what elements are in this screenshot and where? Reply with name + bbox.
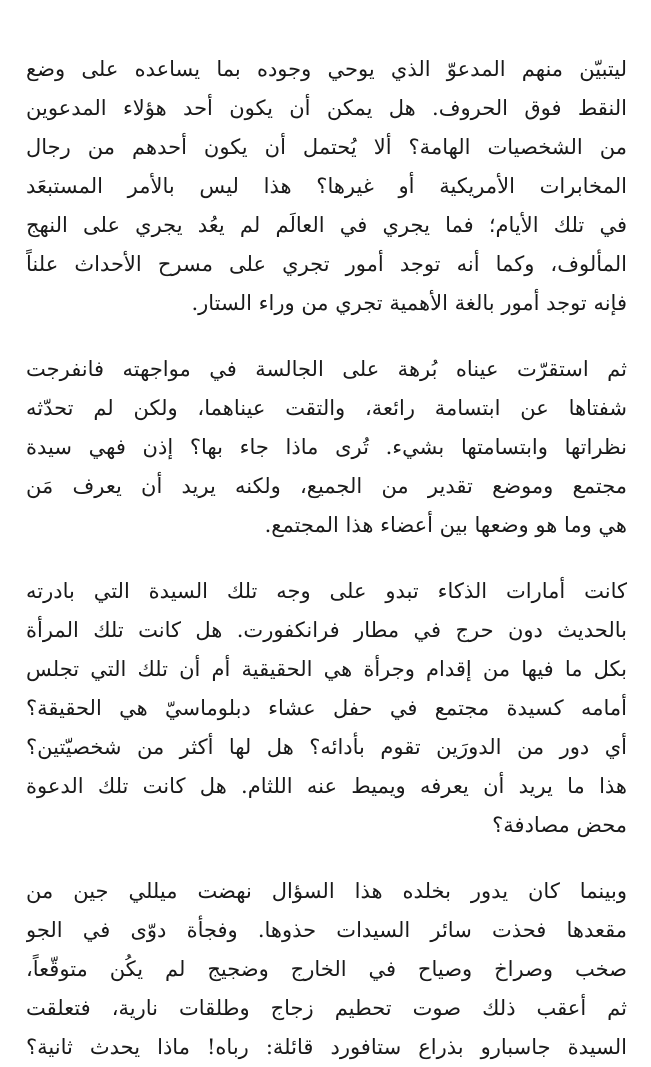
text-line: كانت أمارات الذكاء تبدو على وجه تلك السيدة التي بادرته [26, 579, 627, 603]
text-line: في تلك الأيام؛ فما يجري في العالَم لم يعُد يجري على النهج [26, 213, 627, 237]
text-line: هي وما هو وضعها بين أعضاء هذا المجتمع. [264, 513, 627, 537]
text-line: من الشخصيات الهامة؟ ألا يُحتمل أن يكون أحدهم من رجال [26, 135, 627, 159]
text-line: ليتبيّن منهم المدعوّ الذي يوحي وجوده بما يساعده على وضع [26, 57, 627, 81]
text-line: محض مصادفة؟ [492, 813, 627, 837]
paragraph-2 [26, 350, 627, 545]
paragraph-3 [26, 572, 627, 845]
paragraph-4 [26, 872, 627, 1067]
text-line: مقعدها فحذت سائر السيدات حذوها. وفجأة دوّى في الجو [26, 918, 627, 942]
text-line: فإنه توجد أمور بالغة الأهمية تجري من وراء الستار. [191, 291, 627, 315]
text-line: وبينما كان يدور بخلده هذا السؤال نهضت ميللي جين من [26, 879, 627, 903]
text-line: أمامه كسيدة مجتمع في حفل عشاء دبلوماسيّ هي الحقيقة؟ [26, 696, 627, 720]
text-line: هذا ما يريد أن يعرفه ويميط عنه اللثام. هل كانت تلك الدعوة [26, 774, 627, 798]
text-line: النقط فوق الحروف. هل يمكن أن يكون أحد هؤلاء المدعوين [26, 96, 627, 120]
text-line: بالحديث دون حرج في مطار فرانكفورت. هل كانت تلك المرأة [26, 618, 627, 642]
text-line: المخابرات الأمريكية أو غيرها؟ هذا ليس بالأمر المستبعَد [26, 174, 627, 198]
text-line: ثم استقرّت عيناه بُرهة على الجالسة في مواجهته فانفرجت [26, 357, 627, 381]
text-line: أي دور من الدورَين تقوم بأدائه؟ هل لها أكثر من شخصيّتين؟ [26, 735, 627, 759]
text-line: شفتاها عن ابتسامة رائعة، والتقت عيناهما، ولكن لم تحدّثه [26, 396, 627, 420]
text-line: صخب وصراخ وصياح في الخارج وضجيج لم يكُن متوقّعاً، [26, 957, 627, 981]
text-line: نظراتها وابتسامتها بشيء. تُرى ماذا جاء بها؟ إذن فهي سيدة [26, 435, 627, 459]
text-line: بكل ما فيها من إقدام وجرأة هي الحقيقية أم أن تلك التي تجلس [26, 657, 627, 681]
paragraph-1 [26, 50, 627, 323]
text-line: مجتمع وموضع تقدير من الجميع، ولكنه يريد أن يعرف مَن [26, 474, 627, 498]
text-line: ثم أعقب ذلك صوت تحطيم زجاج وطلقات نارية، فتعلقت [26, 996, 627, 1020]
text-line: المألوف، وكما أنه توجد أمور تجري على مسرح الأحداث علناً [26, 252, 627, 276]
text-line: السيدة جاسبارو بذراع ستافورد قائلة: رباه! ماذا يحدث ثانية؟ [26, 1035, 627, 1059]
